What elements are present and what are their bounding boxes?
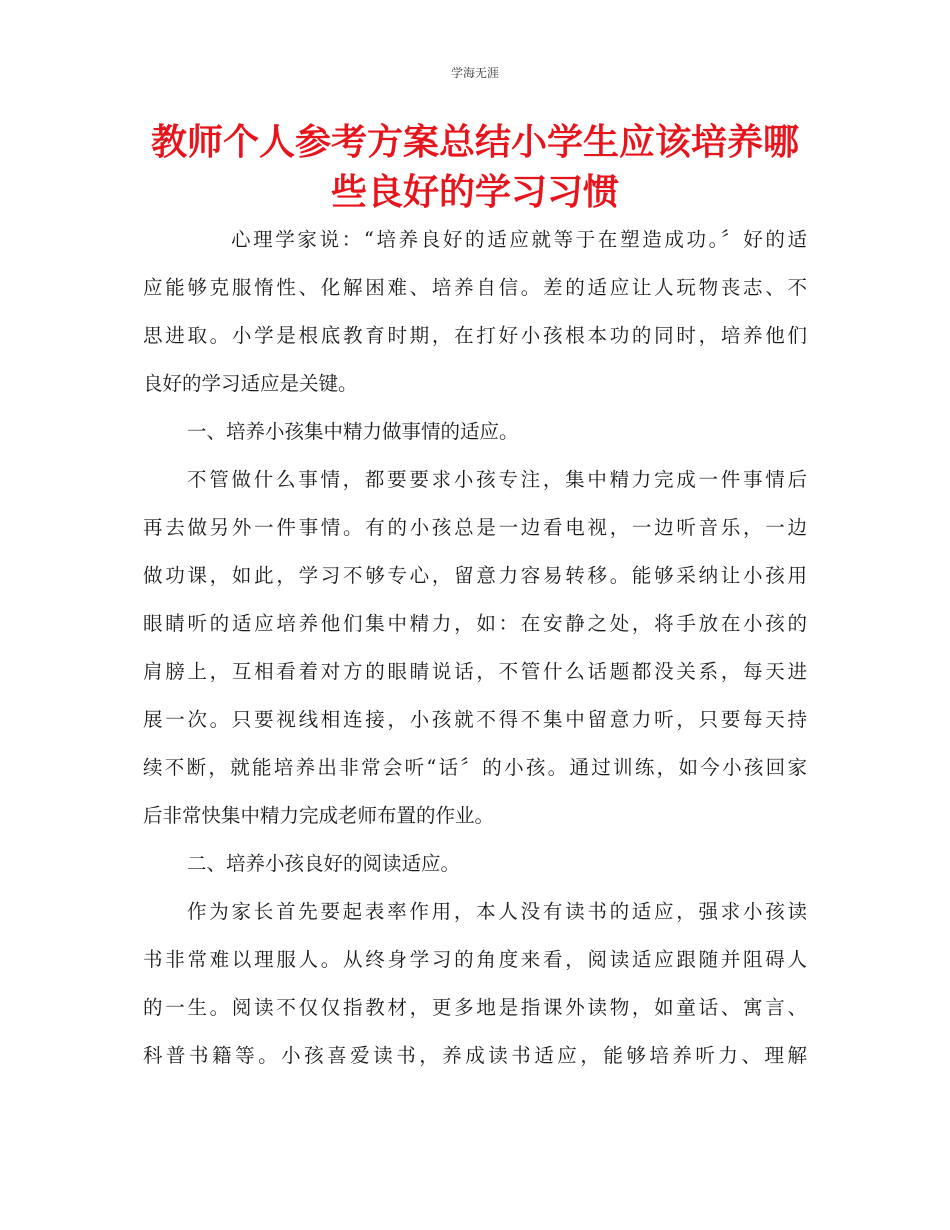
page-header: 学海无涯 bbox=[450, 66, 499, 80]
text-line: 作为家长首先要起表率作用，本人没有读书的适应，强求小孩读 bbox=[187, 900, 807, 923]
text-line: 良好的学习适应是关键。 bbox=[143, 372, 358, 395]
document-title bbox=[130, 118, 820, 218]
section-heading: 二、培养小孩良好的阅读适应。 bbox=[187, 852, 461, 875]
text-line: 的一生。阅读不仅仅指教材，更多地是指课外读物，如童话、寓言、 bbox=[143, 996, 807, 1019]
text-line: 再去做另外一件事情。有的小孩总是一边看电视，一边听音乐，一边 bbox=[143, 516, 807, 539]
text-line: 应能够克服惰性、化解困难、培养自信。差的适应让人玩物丧志、不 bbox=[143, 276, 807, 299]
text-line: 肩膀上，互相看着对方的眼睛说话，不管什么话题都没关系，每天进 bbox=[143, 660, 807, 683]
text-line: 后非常快集中精力完成老师布置的作业。 bbox=[143, 804, 495, 827]
text-line: 做功课，如此，学习不够专心，留意力容易转移。能够采纳让小孩用 bbox=[143, 564, 807, 587]
text-line: 书非常难以理服人。从终身学习的角度来看，阅读适应跟随并阻碍人 bbox=[143, 948, 807, 971]
text-line: 展一次。只要视线相连接，小孩就不得不集中留意力听，只要每天持 bbox=[143, 708, 807, 731]
text-line: 不管做什么事情，都要要求小孩专注，集中精力完成一件事情后 bbox=[187, 468, 807, 491]
text-line: 心理学家说：“培养良好的适应就等于在塑造成功。〞好的适 bbox=[231, 228, 807, 251]
document-body bbox=[143, 216, 807, 1080]
text-line: 思进取。小学是根底教育时期，在打好小孩根本功的同时，培养他们 bbox=[143, 324, 807, 347]
title-line-1: 教师个人参考方案总结小学生应该培养哪 bbox=[150, 122, 799, 163]
text-line: 续不断，就能培养出非常会听“话〞的小孩。通过训练，如今小孩回家 bbox=[143, 756, 807, 779]
text-line: 科普书籍等。小孩喜爱读书，养成读书适应，能够培养听力、理解 bbox=[143, 1044, 807, 1067]
section-heading: 一、培养小孩集中精力做事情的适应。 bbox=[187, 420, 519, 443]
title-line-2: 些良好的学习习惯 bbox=[330, 172, 619, 213]
text-line: 眼睛听的适应培养他们集中精力，如：在安静之处，将手放在小孩的 bbox=[143, 612, 807, 635]
